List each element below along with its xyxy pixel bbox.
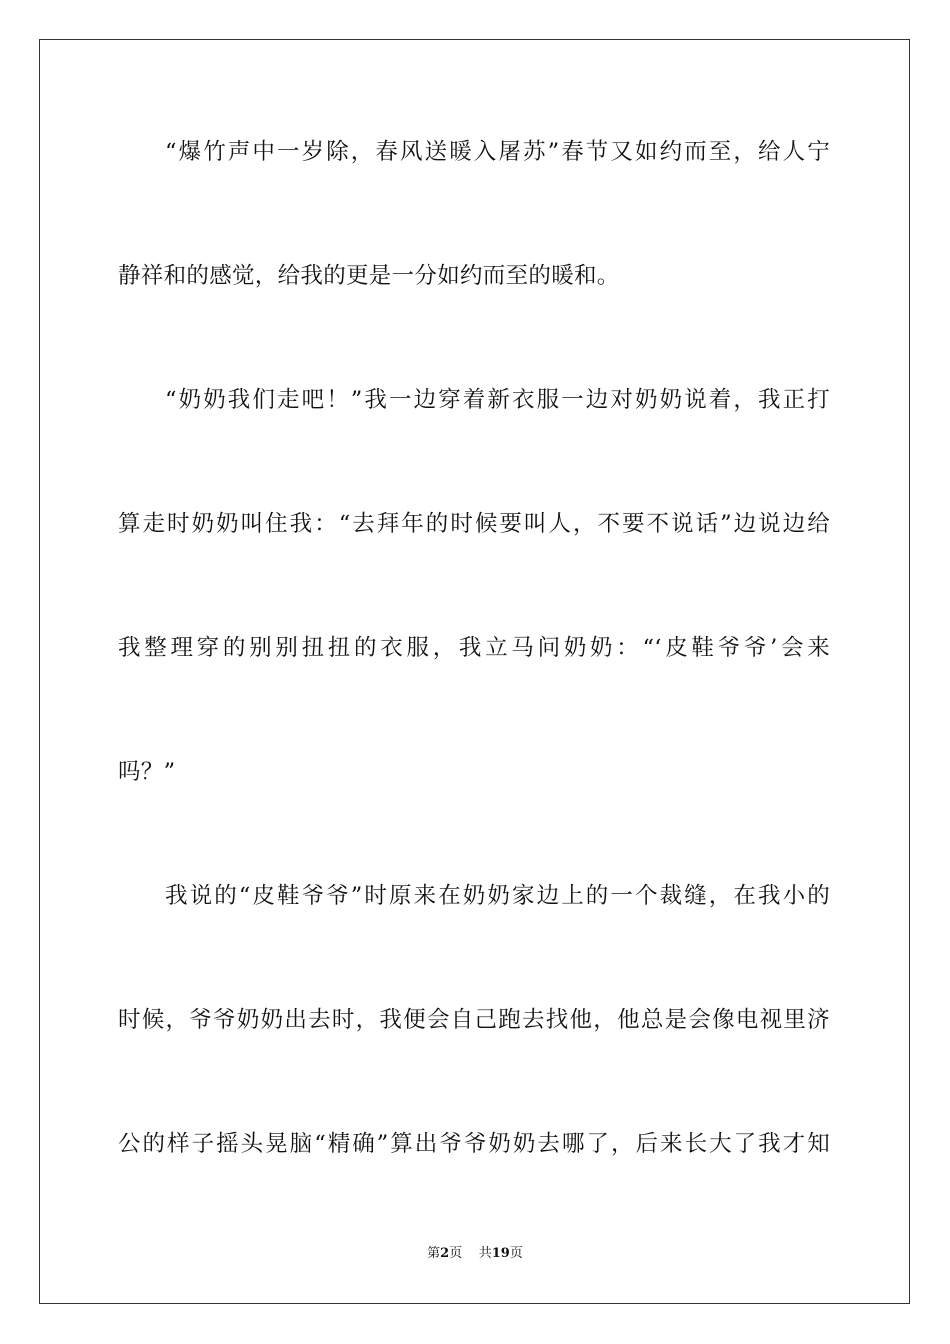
total-pages: 19 [491,1246,510,1261]
total-prefix: 共 [478,1246,492,1261]
page-number: 2 [440,1246,450,1261]
paragraph-3-line-1: 我说的“皮鞋爷爷”时原来在奶奶家边上的一个裁缝，在我小的 [165,883,830,909]
page-footer [0,1245,950,1263]
paragraph-1-line-1: “爆竹声中一岁除，春风送暖入屠苏”春节又如约而至，给人宁 [165,139,830,165]
paragraph-2-line-2: 算走时奶奶叫住我：“去拜年的时候要叫人，不要不说话”边说边给 [118,511,830,537]
paragraph-3-line-2: 时候，爷爷奶奶出去时，我便会自己跑去找他，他总是会像电视里济 [118,1007,830,1033]
page-suffix: 页 [449,1246,463,1261]
total-suffix: 页 [509,1246,523,1261]
paragraph-2-line-1: “奶奶我们走吧！”我一边穿着新衣服一边对奶奶说着，我正打 [165,387,830,413]
paragraph-1-line-2: 静祥和的感觉，给我的更是一分如约而至的暖和。 [118,263,620,289]
paragraph-2-line-4: 吗？” [118,759,176,785]
page-border [39,39,910,1304]
page-prefix: 第 [427,1246,441,1261]
paragraph-2-line-3: 我整理穿的别别扭扭的衣服，我立马问奶奶：“‘皮鞋爷爷’会来 [118,635,830,661]
paragraph-3-line-3: 公的样子摇头晃脑“精确”算出爷爷奶奶去哪了，后来长大了我才知 [118,1131,830,1157]
